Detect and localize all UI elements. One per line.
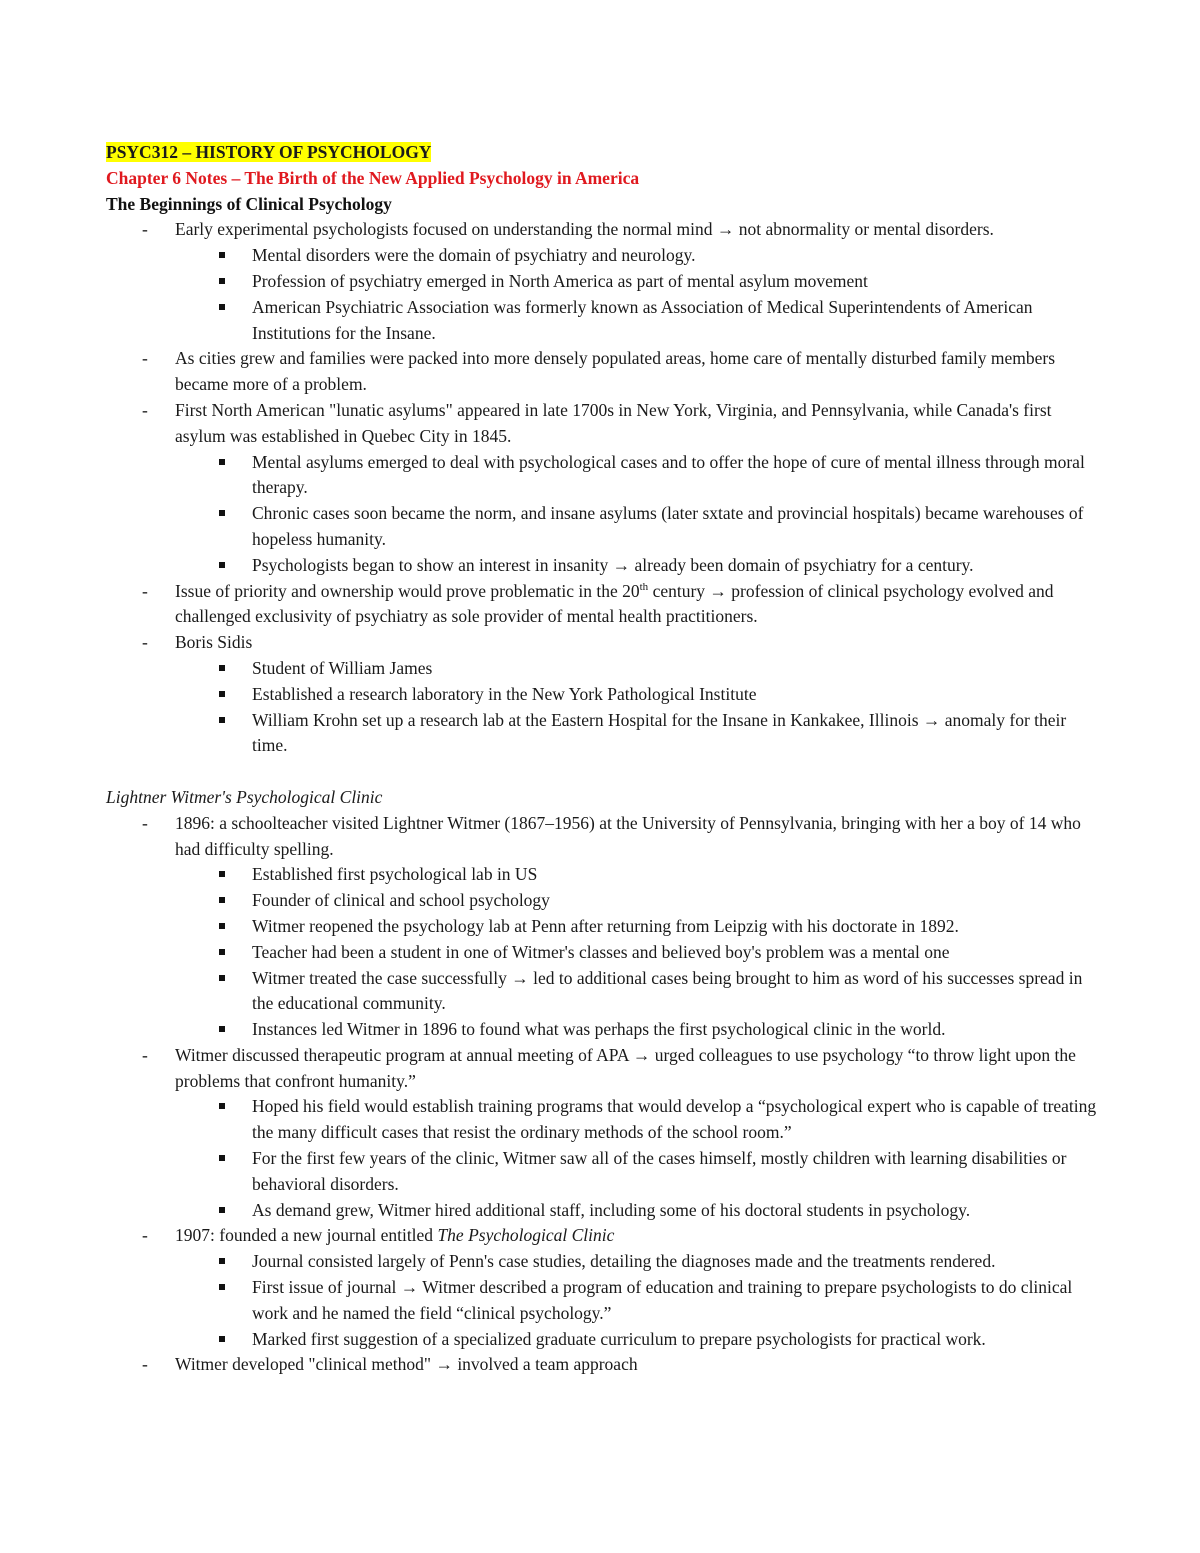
- sub-list-item-text: Chronic cases soon became the norm, and insane asylums (later sxtate and provincial hospitals) became warehouses of hopeless humanity.: [252, 503, 1084, 549]
- sub-list-item-text: Mental disorders were the domain of psychiatry and neurology.: [252, 245, 696, 266]
- sub-list-item-text: Mental asylums emerged to deal with psychological cases and to offer the hope of cure of mental illness through moral therapy.: [252, 451, 1085, 498]
- sub-list-item: [106, 914, 1106, 940]
- sub-list-item: [106, 940, 1106, 966]
- sub-list-item: [106, 656, 1106, 682]
- list-item-text: Boris Sidis: [175, 632, 253, 653]
- sub-list-item-text: Founder of clinical and school psychology: [252, 890, 550, 911]
- sub-list-item-text: American Psychiatric Association was formerly known as Association of Medical Superintendents of American Institutions for the Insane.: [252, 296, 1033, 343]
- sub-list-item: [106, 450, 1106, 502]
- journal-title: The Psychological Clinic: [437, 1225, 615, 1246]
- list-item: [106, 1223, 1106, 1352]
- sub-list-item: [106, 682, 1106, 708]
- sub-list: [175, 1094, 1106, 1223]
- list-item-text: Early experimental psychologists focused on understanding the normal mind → not abnormality or mental disorders.: [175, 219, 994, 240]
- square-bullet-icon: [219, 459, 225, 465]
- ordinal-superscript: th: [639, 580, 649, 593]
- dash-marker: -: [142, 219, 148, 240]
- sub-list-item-text: Hoped his field would establish training programs that would develop a “psychological expert who is capable of treating the many difficult cases that resist the ordinary methods of the school room.”: [252, 1096, 1097, 1143]
- sub-list-item: [106, 1094, 1106, 1146]
- square-bullet-icon: [219, 949, 225, 955]
- square-bullet-icon: [219, 562, 225, 568]
- subsection-heading: Lightner Witmer's Psychological Clinic: [106, 786, 383, 807]
- square-bullet-icon: [219, 691, 225, 697]
- square-bullet-icon: [219, 510, 225, 516]
- list-item-text: As cities grew and families were packed into more densely populated areas, home care of mentally disturbed family members became more of a problem.: [175, 348, 1056, 395]
- list-item: [106, 630, 1106, 759]
- sub-list-item-text: Psychologists began to show an interest in insanity → already been domain of psychiatry for a century.: [252, 554, 974, 575]
- square-bullet-icon: [219, 975, 225, 981]
- sub-list-item: [106, 1198, 1106, 1224]
- sub-list-item-text: As demand grew, Witmer hired additional staff, including some of his doctoral students in psychology.: [252, 1199, 971, 1220]
- square-bullet-icon: [219, 923, 225, 929]
- square-bullet-icon: [219, 1103, 225, 1109]
- sub-list-item: [106, 708, 1106, 760]
- sub-list-item: [106, 1146, 1106, 1198]
- square-bullet-icon: [219, 278, 225, 284]
- sub-list-item-text: Instances led Witmer in 1896 to found what was perhaps the first psychological clinic in the world.: [252, 1019, 946, 1040]
- sub-list-item: [106, 1017, 1106, 1043]
- sub-list-item: [106, 295, 1106, 347]
- list-item: [106, 1043, 1106, 1224]
- list-item-text-start: 1907: founded a new journal entitled: [175, 1225, 438, 1246]
- square-bullet-icon: [219, 304, 225, 310]
- list-item-text: Witmer discussed therapeutic program at annual meeting of APA → urged colleagues to use psychology “to throw light upon the problems that confront humanity.”: [175, 1044, 1076, 1091]
- sub-list-item: [106, 243, 1106, 269]
- section2-list: [106, 811, 1106, 1379]
- sub-list-item: [106, 553, 1106, 579]
- sub-list: [175, 656, 1106, 759]
- list-item-text-end: century → profession of clinical psychology evolved and challenged exclusivity of psychiatry as sole provider of mental health practitioners.: [175, 580, 1054, 627]
- list-item: [106, 398, 1106, 579]
- list-item: [106, 579, 1106, 631]
- course-title: [106, 141, 431, 164]
- square-bullet-icon: [219, 717, 225, 723]
- sub-list-item: [106, 1275, 1106, 1327]
- square-bullet-icon: [219, 897, 225, 903]
- sub-list-item-text: Witmer reopened the psychology lab at Penn after returning from Leipzig with his doctorate in 1892.: [252, 915, 959, 936]
- section-heading: The Beginnings of Clinical Psychology: [106, 193, 392, 214]
- sub-list-item-text: Established first psychological lab in US: [252, 864, 538, 885]
- sub-list-item-text: Witmer treated the case successfully → led to additional cases being brought to him as word of his successes spread in the educational community.: [252, 967, 1083, 1014]
- dash-marker: -: [142, 812, 148, 833]
- sub-list-item-text: Marked first suggestion of a specialized graduate curriculum to prepare psychologists for practical work.: [252, 1328, 986, 1349]
- square-bullet-icon: [219, 1336, 225, 1342]
- sub-list: [175, 1249, 1106, 1352]
- list-item-text: 1896: a schoolteacher visited Lightner Witmer (1867–1956) at the University of Pennsylvania, bringing with her a boy of 14 who had difficulty spelling.: [175, 812, 1081, 859]
- sub-list: [175, 243, 1106, 346]
- square-bullet-icon: [219, 1207, 225, 1213]
- square-bullet-icon: [219, 1155, 225, 1161]
- dash-marker: -: [142, 580, 148, 601]
- list-item-text: Witmer developed "clinical method" → involved a team approach: [175, 1354, 638, 1375]
- list-item-text-start: Issue of priority and ownership would prove problematic in the 20: [175, 580, 640, 601]
- dash-marker: -: [142, 1044, 148, 1065]
- list-item: [106, 217, 1106, 346]
- sub-list-item: [106, 1327, 1106, 1353]
- sub-list-item-text: Journal consisted largely of Penn's case studies, detailing the diagnoses made and the treatments rendered.: [252, 1251, 996, 1272]
- notes-content: [106, 140, 1106, 1378]
- sub-list-item-text: William Krohn set up a research lab at the Eastern Hospital for the Insane in Kankakee, Illinois → anomaly for their time.: [252, 709, 1067, 756]
- sub-list: [175, 862, 1106, 1043]
- course-title-highlight: PSYC312 – HISTORY OF PSYCHOLOGY: [106, 142, 432, 162]
- sub-list-item: [106, 269, 1106, 295]
- list-item: [106, 346, 1106, 398]
- sub-list-item-text: For the first few years of the clinic, Witmer saw all of the cases himself, mostly children with learning disabilities or behavioral disorders.: [252, 1148, 1067, 1194]
- list-item: [106, 1352, 1106, 1378]
- sub-list-item: [106, 888, 1106, 914]
- sub-list-item: [106, 501, 1106, 553]
- square-bullet-icon: [219, 1026, 225, 1032]
- sub-list-item-text: Student of William James: [252, 657, 433, 678]
- section1-list: [106, 217, 1106, 759]
- dash-marker: -: [142, 632, 148, 653]
- sub-list-item-text: Profession of psychiatry emerged in North America as part of mental asylum movement: [252, 270, 868, 291]
- sub-list-item: [106, 1249, 1106, 1275]
- dash-marker: -: [142, 399, 148, 420]
- sub-list-item: [106, 966, 1106, 1018]
- sub-list-item-text: Teacher had been a student in one of Witmer's classes and believed boy's problem was a mental one: [252, 941, 950, 962]
- square-bullet-icon: [219, 1258, 225, 1264]
- chapter-title: Chapter 6 Notes – The Birth of the New Applied Psychology in America: [106, 167, 640, 188]
- square-bullet-icon: [219, 252, 225, 258]
- dash-marker: -: [142, 348, 148, 369]
- square-bullet-icon: [219, 871, 225, 877]
- sub-list-item-text: Established a research laboratory in the New York Pathological Institute: [252, 683, 757, 704]
- sub-list: [175, 450, 1106, 579]
- square-bullet-icon: [219, 665, 225, 671]
- list-item-text: First North American "lunatic asylums" appeared in late 1700s in New York, Virginia, and Pennsylvania, while Canada's first asylum was established in Quebec City in 1845.: [175, 399, 1052, 446]
- square-bullet-icon: [219, 1284, 225, 1290]
- dash-marker: -: [142, 1225, 148, 1246]
- dash-marker: -: [142, 1354, 148, 1375]
- sub-list-item: [106, 862, 1106, 888]
- list-item: [106, 811, 1106, 1043]
- sub-list-item-text: First issue of journal → Witmer described a program of education and training to prepare psychologists to do clinical work and he named the field “clinical psychology.”: [252, 1277, 1073, 1323]
